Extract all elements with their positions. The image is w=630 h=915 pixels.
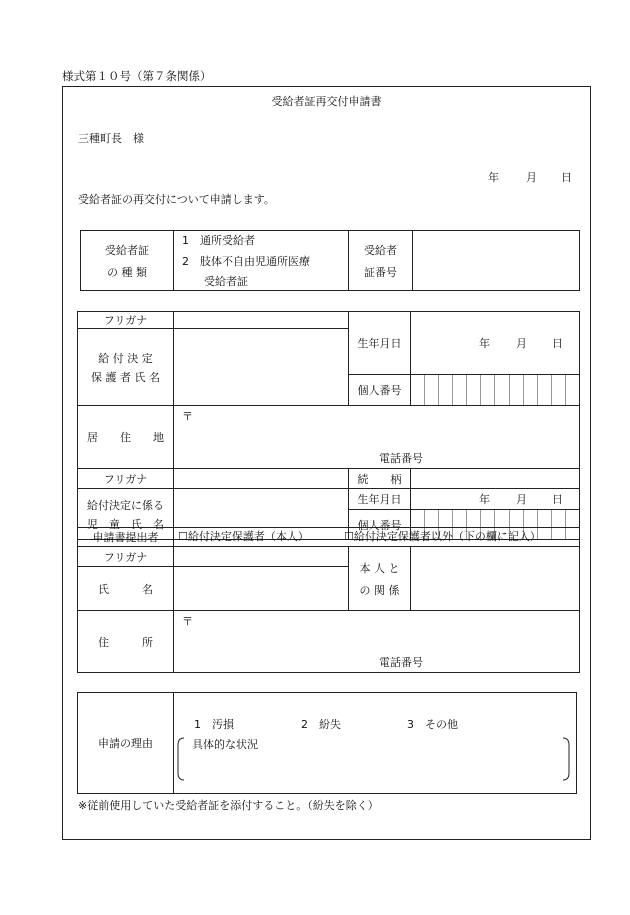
cert-type-label	[81, 231, 174, 291]
guardian-personal-number-label: 個人番号	[349, 375, 411, 406]
cert-option-2-cont: 受給者証	[204, 275, 248, 288]
cert-type-label-line1: 受給者証	[105, 243, 149, 257]
submitter-option-self[interactable]: ☐給付決定保護者（本人）	[178, 530, 309, 543]
form-title: 受給者証再交付申請書	[271, 95, 382, 108]
reason-option-1[interactable]: 1 汚損	[194, 718, 234, 731]
cert-number-label-line2: 証番号	[364, 265, 397, 279]
guardian-birth-day: 日	[552, 337, 563, 350]
left-bracket-icon	[177, 737, 185, 781]
applicant-address-label: 住 所	[78, 611, 174, 673]
cert-number-label	[349, 231, 413, 291]
submitter-option-other[interactable]: ☐給付決定保護者以外（下の欄に記入）	[344, 530, 541, 543]
child-name-label-line2: 児 童 氏 名	[87, 517, 164, 531]
guardian-name-label	[78, 329, 174, 406]
guardian-address-field[interactable]	[174, 406, 580, 469]
applicant-relation-label-line2: の 関 係	[359, 583, 400, 597]
date-month-label: 月	[526, 171, 537, 184]
child-birthdate-field[interactable]	[411, 489, 580, 510]
applicant-relation-field[interactable]	[411, 547, 580, 611]
child-birth-year: 年	[479, 493, 490, 506]
child-birth-day: 日	[552, 493, 563, 506]
guardian-birthdate-label: 生年月日	[349, 312, 411, 375]
reason-option-2[interactable]: 2 紛失	[301, 718, 341, 731]
applicant-furigana-field[interactable]	[174, 547, 349, 567]
guardian-furigana-label: フリガナ	[78, 312, 174, 329]
addressee: 三種町長 様	[78, 132, 144, 145]
details-field[interactable]	[188, 753, 558, 783]
reason-option-3[interactable]: 3 その他	[407, 718, 458, 731]
cert-option-2[interactable]: 2 肢体不自由児通所医療	[182, 255, 310, 268]
child-furigana-field[interactable]	[174, 469, 349, 489]
applicant-postal-mark: 〒	[182, 615, 193, 628]
guardian-name-label-line1: 給 付 決 定	[98, 351, 153, 365]
date-day-label: 日	[561, 171, 572, 184]
form-number: 様式第１０号（第７条関係）	[62, 69, 212, 83]
applicant-relation-label-line1: 本 人 と	[359, 561, 400, 575]
guardian-postal-mark: 〒	[182, 410, 193, 423]
reason-label: 申請の理由	[78, 693, 174, 794]
applicant-name-label: 氏 名	[78, 567, 174, 611]
guardian-personal-number-field[interactable]	[411, 375, 580, 406]
applicant-relation-label	[349, 547, 411, 611]
guardian-child-table	[77, 311, 580, 540]
submitter-options	[174, 528, 580, 547]
applicant-table	[77, 527, 580, 673]
applicant-address-field[interactable]	[174, 611, 580, 673]
submitter-label: 申請書提出者	[78, 528, 174, 547]
applicant-name-field[interactable]	[174, 567, 349, 611]
details-label: 具体的な状況	[192, 738, 258, 751]
guardian-birth-year: 年	[479, 337, 490, 350]
child-relationship-field[interactable]	[411, 469, 580, 489]
cert-option-1[interactable]: 1 通所受給者	[182, 234, 255, 247]
guardian-name-field[interactable]	[174, 329, 349, 406]
guardian-birth-month: 月	[516, 337, 527, 350]
right-bracket-icon	[562, 737, 570, 781]
applicant-furigana-label: フリガナ	[78, 547, 174, 567]
cert-number-field[interactable]	[413, 231, 580, 291]
child-birthdate-label: 生年月日	[349, 489, 411, 510]
cert-number-label-line1: 受給者	[364, 243, 397, 257]
reason-table	[77, 692, 577, 794]
child-relationship-label: 続 柄	[349, 469, 411, 489]
guardian-birthdate-field[interactable]	[411, 312, 580, 375]
cert-table	[80, 230, 580, 291]
applicant-phone-label: 電話番号	[379, 656, 423, 669]
child-furigana-label: フリガナ	[78, 469, 174, 489]
guardian-name-label-line2: 保 護 者 氏 名	[91, 370, 160, 384]
child-birth-month: 月	[516, 493, 527, 506]
date-year-label: 年	[488, 171, 499, 184]
guardian-address-label: 居 住 地	[78, 406, 174, 469]
footer-note: ※従前使用していた受給者証を添付すること。（紛失を除く）	[78, 799, 379, 812]
child-name-label-line1: 給付決定に係る	[87, 498, 164, 512]
guardian-phone-label: 電話番号	[379, 452, 423, 465]
cert-type-options	[174, 231, 349, 291]
application-statement: 受給者証の再交付について申請します。	[78, 193, 275, 206]
reason-field	[174, 693, 577, 794]
child-personal-number-label: 個人番号	[349, 510, 411, 540]
cert-type-label-line2: の 種 類	[107, 265, 147, 279]
guardian-furigana-field[interactable]	[174, 312, 349, 329]
